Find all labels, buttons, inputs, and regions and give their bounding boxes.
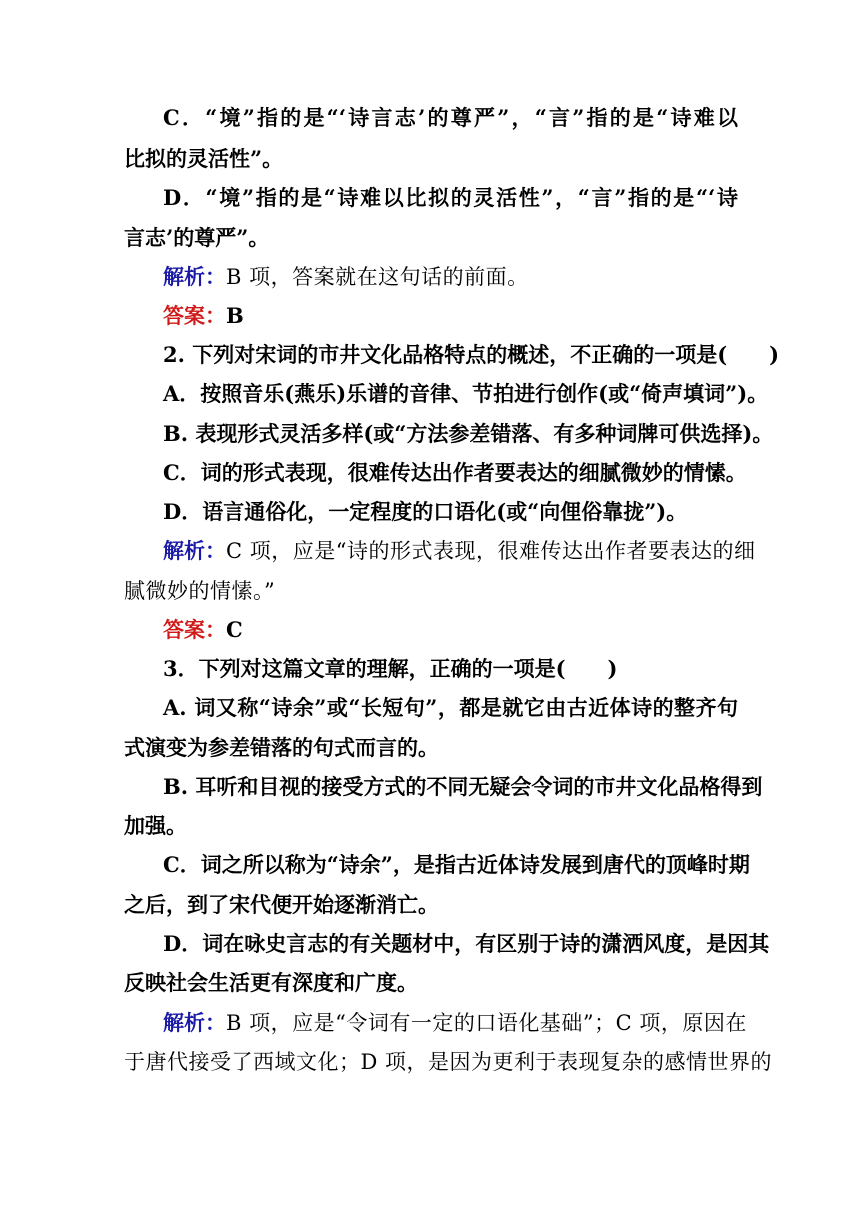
q2-stem: 2. 下列对宋词的市井文化品格特点的概述，不正确的一项是( ) (163, 342, 780, 367)
q1-option-c-line1: C．“境”指的是“‘诗言志’的尊严”，“言”指的是“诗难以 (163, 105, 738, 130)
q3-option-a-line1: A. 词又称“诗余”或“长短句”，都是就它由古近体诗的整齐句 (163, 695, 738, 720)
analysis-text: C 项，应是“诗的形式表现，很难传达出作者要表达的细 (226, 539, 756, 563)
analysis-label: 解析： (163, 1010, 226, 1035)
analysis-text: B 项，答案就在这句话的前面。 (226, 265, 529, 289)
q3-option-b-line1: B. 耳听和目视的接受方式的不同无疑会令词的市井文化品格得到 (163, 774, 763, 799)
q3-analysis-line1 (163, 1010, 747, 1035)
q2-analysis-line2: 腻微妙的情愫。” (124, 579, 276, 603)
q3-option-a-line2: 式演变为参差错落的句式而言的。 (124, 735, 439, 760)
answer-value: C (226, 617, 243, 642)
analysis-label: 解析： (163, 538, 226, 563)
q3-option-b-line2: 加强。 (124, 813, 187, 838)
answer-value: B (226, 303, 244, 328)
q1-analysis (163, 265, 738, 289)
q2-option-d: D．语言通俗化，一定程度的口语化(或“向俚俗靠拢”)。 (163, 499, 688, 524)
q1-option-c-line2: 比拟的灵活性”。 (124, 146, 284, 171)
q3-option-d-line2: 反映社会生活更有深度和广度。 (124, 970, 418, 995)
analysis-label: 解析： (163, 264, 226, 289)
q3-option-c-line1: C．词之所以称为“诗余”，是指古近体诗发展到唐代的顶峰时期 (163, 852, 750, 877)
q1-answer (163, 304, 738, 328)
q2-option-a: A．按照音乐(燕乐)乐谱的音律、节拍进行创作(或“倚声填词”)。 (163, 381, 769, 406)
answer-label: 答案： (163, 303, 226, 328)
q1-option-d-line2: 言志’的尊严”。 (124, 225, 270, 250)
q2-answer (163, 618, 738, 642)
q3-analysis-line2: 于唐代接受了西域文化；D 项，是因为更利于表现复杂的感情世界的 (124, 1050, 773, 1074)
q2-option-b: B. 表现形式灵活多样(或“方法参差错落、有多种词牌可供选择)。 (163, 421, 774, 446)
q2-analysis-line1 (163, 538, 756, 563)
q2-option-c: C．词的形式表现，很难传达出作者要表达的细腻微妙的情愫。 (163, 460, 747, 485)
q1-option-d-line1: D．“境”指的是“诗难以比拟的灵活性”，“言”指的是“‘诗 (163, 185, 738, 210)
analysis-text: B 项，应是“令词有一定的口语化基础”；C 项，原因在 (226, 1011, 747, 1035)
q3-option-c-line2: 之后，到了宋代便开始逐渐消亡。 (124, 892, 439, 917)
q3-stem: 3．下列对这篇文章的理解，正确的一项是( ) (163, 656, 618, 681)
answer-label: 答案： (163, 617, 226, 642)
q3-option-d-line1: D．词在咏史言志的有关题材中，有区别于诗的潇洒风度，是因其 (163, 931, 770, 956)
